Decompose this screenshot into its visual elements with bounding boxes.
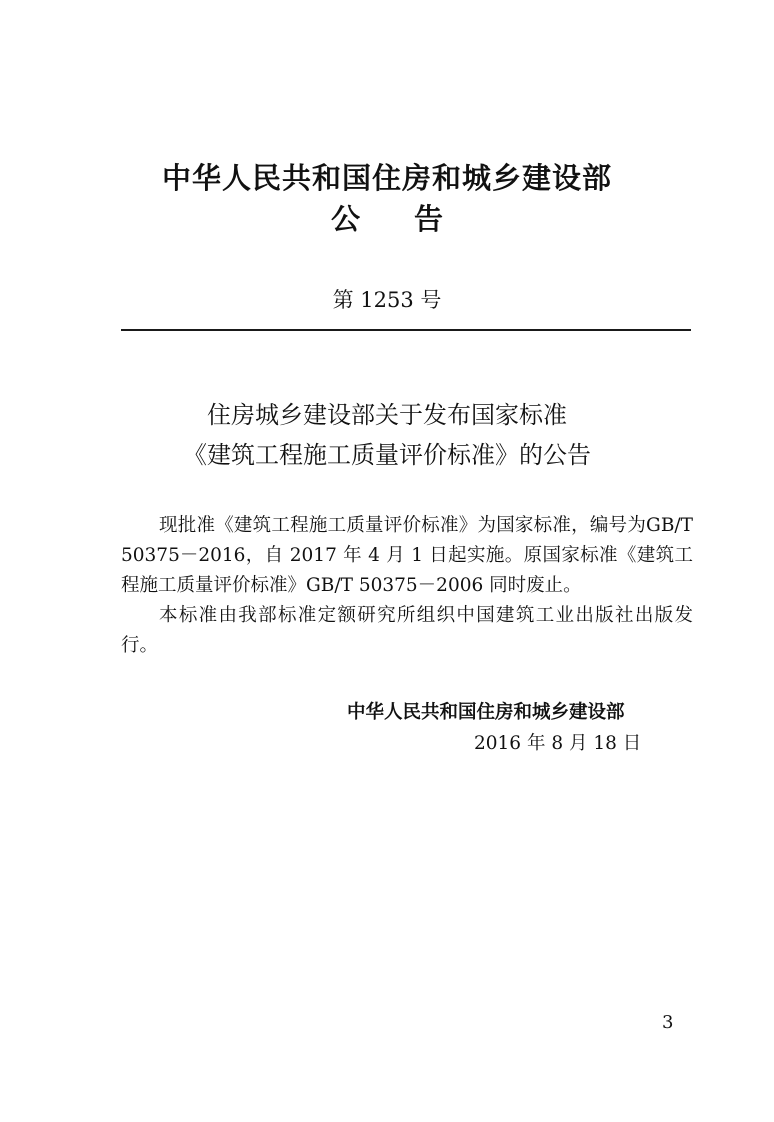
notice-heading bbox=[0, 199, 774, 239]
document-title-line-2: 《建筑工程施工质量评价标准》的公告 bbox=[183, 441, 591, 469]
document-title bbox=[0, 395, 774, 475]
ministry-title: 中华人民共和国住房和城乡建设部 bbox=[161, 161, 612, 195]
page-number: 3 bbox=[662, 1012, 674, 1033]
notice-char-1: 公 bbox=[330, 202, 360, 236]
document-title-line-1: 住房城乡建设部关于发布国家标准 bbox=[207, 401, 567, 429]
issuer-signature: 中华人民共和国住房和城乡建设部 bbox=[347, 702, 625, 723]
notice-number: 第 1253 号 bbox=[332, 288, 442, 312]
body-paragraph-1: 现批准《建筑工程施工质量评价标准》为国家标准，编号为GB/T 50375－2016，自 2017 年 4 月 1 日起实施。原国家标准《建筑工程施工质量评价标准》GB/T 50375－2006 同时废止。 bbox=[121, 515, 693, 596]
issue-date: 2016 年 8 月 18 日 bbox=[474, 733, 642, 754]
body-paragraph-2: 本标准由我部标准定额研究所组织中国建筑工业出版社出版发行。 bbox=[121, 605, 693, 656]
header-divider bbox=[121, 329, 691, 331]
notice-char-2: 告 bbox=[414, 202, 444, 236]
body-text bbox=[121, 511, 693, 661]
